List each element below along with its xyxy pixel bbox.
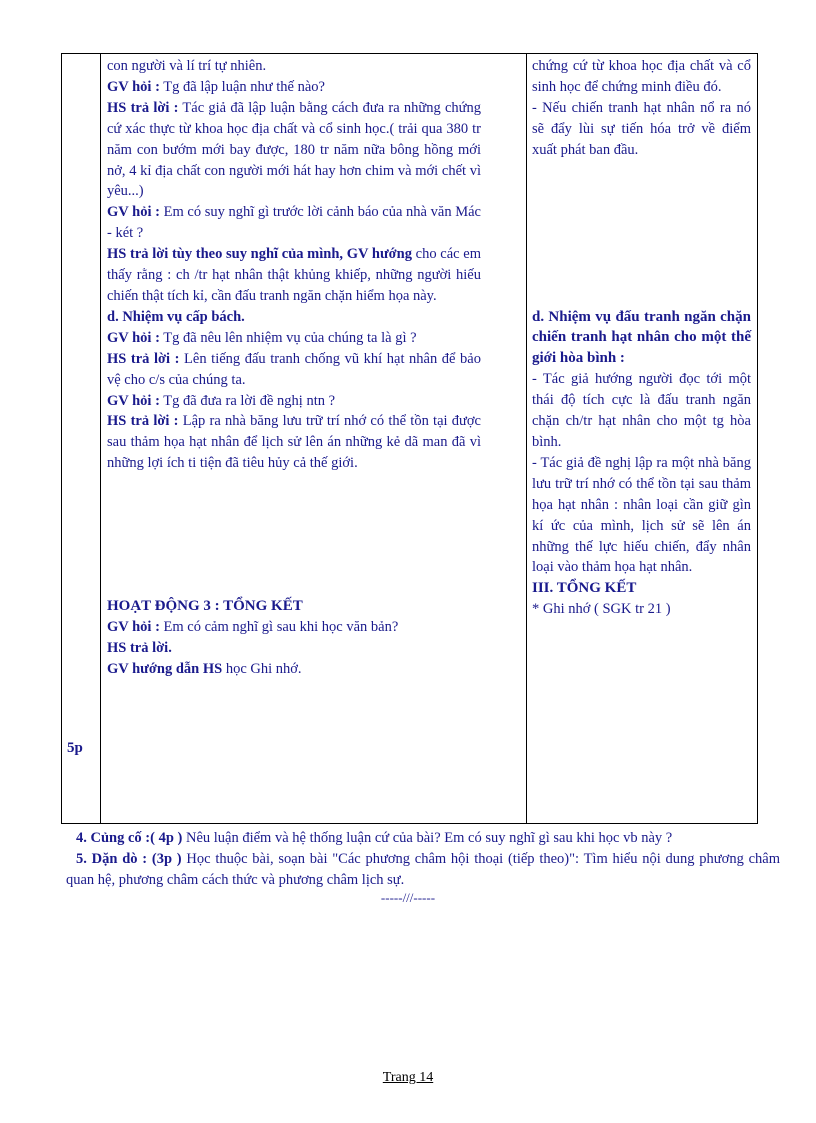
gv-question-3: GV hỏi : Tg đã nêu lên nhiệm vụ của chúng ta là gì ?	[107, 329, 417, 346]
lesson-table	[61, 53, 758, 824]
hs-answer-3: HS trả lời : Lên tiếng đấu tranh chống vũ khí hạt nhân để bảo vệ cho c/s của chúng ta.	[107, 350, 481, 388]
separator: -----///-----	[380, 890, 436, 905]
gv-question-4: GV hỏi : Tg đã đưa ra lời đề nghị ntn ?	[107, 392, 336, 409]
hs-answer-2: HS trả lời tùy theo suy nghĩ của mình, GV hướng cho các em thấy rằng : ch /tr hạt nhân thật khủng khiếp, những người hiếu chiến thật tích kỉ, cần đấu tranh ngăn chặn hiểm họa này.	[107, 246, 481, 304]
footer-notes	[66, 828, 780, 891]
activity-3-heading: HOẠT ĐỘNG 3 : TỔNG KẾT	[107, 598, 303, 615]
content-column	[532, 56, 751, 620]
consolidation-line: 4. Củng cố :( 4p ) Nêu luận điểm và hệ thống luận cứ của bài? Em có suy nghĩ gì sau khi học vb này ?	[76, 830, 673, 846]
line-intro: con người và lí trí tự nhiên.	[107, 58, 267, 74]
teacher-student-column	[107, 56, 481, 680]
gv-question-2: GV hỏi : Em có suy nghĩ gì trước lời cảnh báo của nhà văn Mác - két ?	[107, 204, 481, 242]
column-divider-2	[526, 54, 527, 823]
gv-question-1: GV hỏi : Tg đã lập luận như thế nào?	[107, 78, 325, 95]
hs-answer-5: HS trả lời.	[107, 639, 172, 656]
column-divider-1	[100, 54, 101, 823]
gv-guide: GV hướng dẫn HS học Ghi nhớ.	[107, 660, 302, 677]
homework-line: 5. Dặn dò : (3p ) Học thuộc bài, soạn bài "Các phương châm hội thoại (tiếp theo)": Tìm hiểu nội dung phương châm quan hệ, phương châm cách thức và phương châm lịch sự.	[66, 851, 780, 888]
page-number: Trang 14	[382, 1070, 434, 1085]
summary-note: * Ghi nhớ ( SGK tr 21 )	[532, 601, 671, 618]
right-consequence: - Nếu chiến tranh hạt nhân nổ ra nó sẽ đẩy lùi sự tiến hóa trở về điểm xuất phát ban đầu.	[532, 99, 751, 158]
right-evidence: chứng cứ từ khoa học địa chất và cổ sinh học để chứng minh điều đó.	[532, 58, 751, 95]
right-point-1: - Tác giả hướng người đọc tới một thái độ tích cực là đấu tranh ngăn chặn ch/tr hạt nhân cho một tg hòa bình.	[532, 371, 751, 450]
right-section-d-heading: d. Nhiệm vụ đấu tranh ngăn chặn chiến tranh hạt nhân cho một thế giới hòa bình :	[532, 308, 751, 367]
right-point-2: - Tác giả đề nghị lập ra một nhà băng lưu trữ trí nhớ có thể tồn tại sau thảm họa hạt nhân : nhân loại cần giữ gìn kí ức của mình, lịch sử sẽ lên án những thế lực hiếu chiến, đẩy nhân loại vào thảm họa hạt nhân.	[532, 454, 751, 576]
section-d-heading: d. Nhiệm vụ cấp bách.	[107, 308, 245, 325]
summary-heading: III. TỔNG KẾT	[532, 580, 637, 597]
time-label: 5p	[67, 740, 83, 756]
hs-answer-1: HS trả lời : Tác giả đã lập luận bằng cách đưa ra những chứng cứ xác thực từ khoa học địa chất và cổ sinh học.( trải qua 380 tr năm con bướm mới bay được, 180 tr năm nữa bông hồng mới nở, 4 kỉ địa chất con người mới hát hay hơn chim và mới chết vì yêu...)	[107, 99, 481, 200]
gv-question-5: GV hỏi : Em có cảm nghĩ gì sau khi học văn bản?	[107, 619, 399, 636]
hs-answer-4: HS trả lời : Lập ra nhà băng lưu trữ trí nhớ có thể tồn tại được sau thảm họa hạt nhân để lịch sử lên án những kẻ dã man đã vì những lợi ích ti tiện đã tiêu hủy cả thế giới.	[107, 413, 481, 472]
